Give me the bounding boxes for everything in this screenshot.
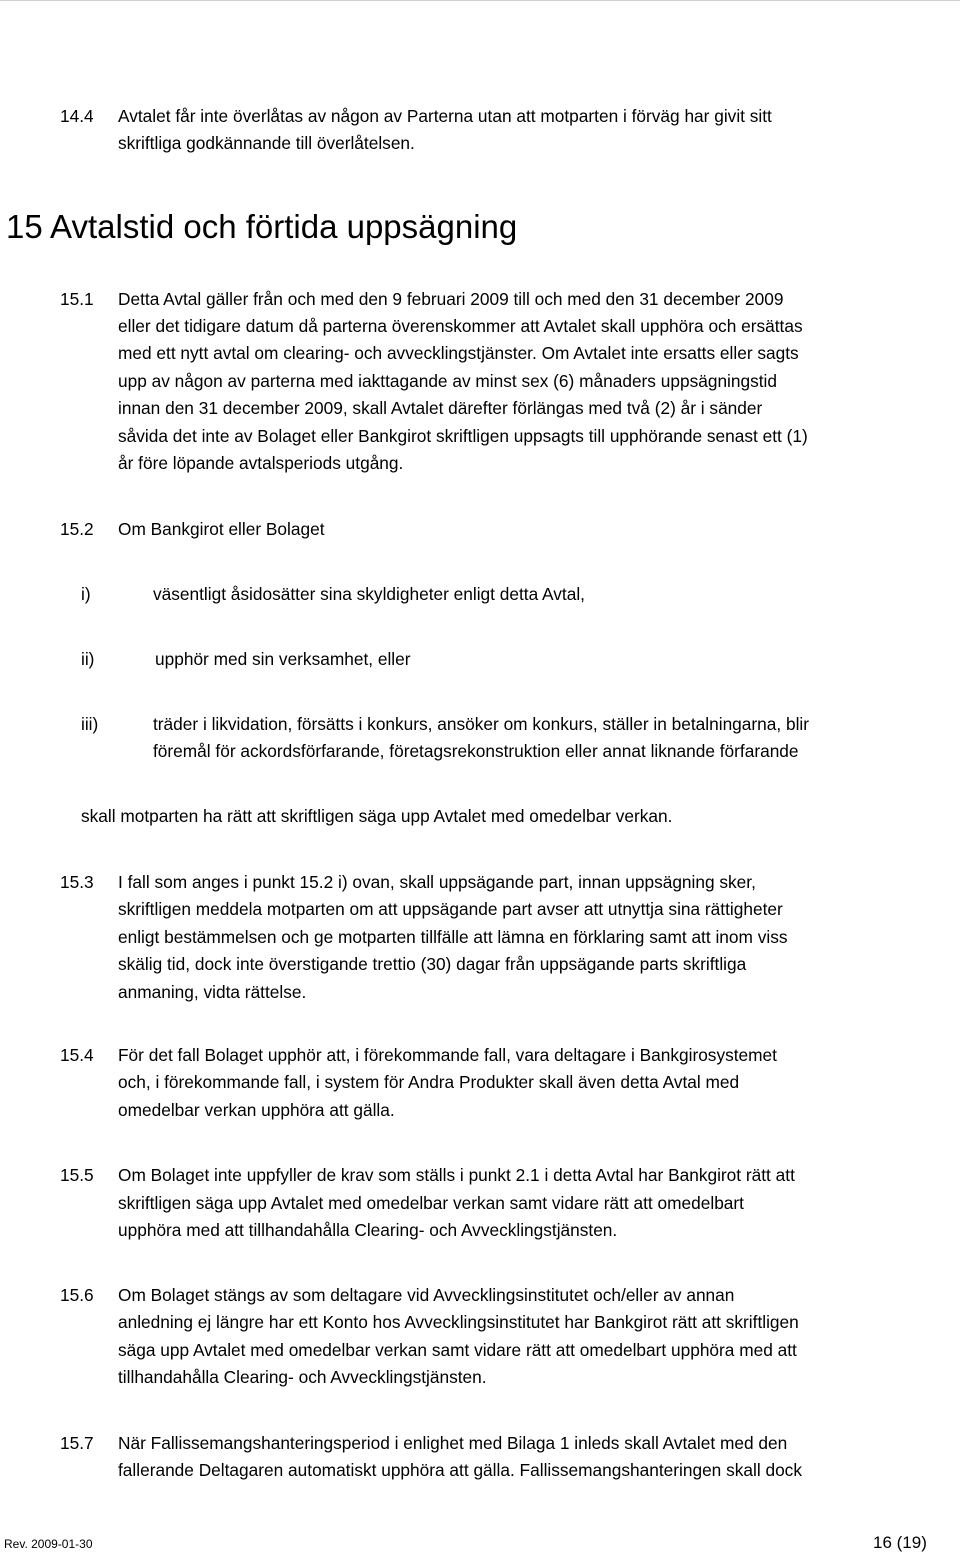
section-number: 15.3 <box>60 872 94 892</box>
section-number: 14.4 <box>60 106 94 126</box>
paragraph-line: enligt bestämmelsen och ge motparten tillfälle att lämna en förklaring samt att inom viss <box>118 927 788 947</box>
paragraph-line: Detta Avtal gäller från och med den 9 februari 2009 till och med den 31 december 2009 <box>118 289 784 309</box>
list-item-label: ii) <box>81 649 95 669</box>
paragraph-line: eller det tidigare datum då parterna överenskommer att Avtalet skall upphöra och ersättas <box>118 316 803 336</box>
paragraph-line: år före löpande avtalsperiods utgång. <box>118 453 404 473</box>
paragraph-line: såvida det inte av Bolaget eller Bankgirot skriftligen uppsagts till upphörande senast ett (1) <box>118 426 808 446</box>
paragraph-line: fallerande Deltagaren automatiskt upphöra att gälla. Fallissemangshanteringen skall dock <box>118 1460 802 1480</box>
paragraph-line: skriftligen säga upp Avtalet med omedelbar verkan samt vidare rätt att omedelbart <box>118 1193 744 1213</box>
paragraph-line: skriftliga godkännande till överlåtelsen. <box>118 133 415 153</box>
list-item-text: upphör med sin verksamhet, eller <box>155 649 411 669</box>
paragraph-line: anmaning, vidta rättelse. <box>118 982 307 1002</box>
page-top-border <box>0 0 960 1</box>
paragraph-line: anledning ej längre har ett Konto hos Avvecklingsinstitutet har Bankgirot rätt att skriftligen <box>118 1312 799 1332</box>
section-heading: 15 Avtalstid och förtida uppsägning <box>6 208 518 245</box>
paragraph-line: omedelbar verkan upphöra att gälla. <box>118 1100 395 1120</box>
section-number: 15.4 <box>60 1045 94 1065</box>
paragraph-line: skälig tid, dock inte överstigande trettio (30) dagar från uppsägande parts skriftliga <box>118 954 747 974</box>
paragraph-line: skall motparten ha rätt att skriftligen säga upp Avtalet med omedelbar verkan. <box>81 806 673 826</box>
paragraph-line: När Fallissemangshanteringsperiod i enlighet med Bilaga 1 inleds skall Avtalet med den <box>118 1433 788 1453</box>
section-number: 15.7 <box>60 1433 94 1453</box>
paragraph-line: Om Bolaget stängs av som deltagare vid Avvecklingsinstitutet och/eller av annan <box>118 1285 735 1305</box>
paragraph-line: skriftligen meddela motparten om att uppsägande part avser att utnyttja sina rättigheter <box>118 899 783 919</box>
paragraph-line: tillhandahålla Clearing- och Avvecklingstjänsten. <box>118 1367 487 1387</box>
paragraph-line: upphöra med att tillhandahålla Clearing- och Avvecklingstjänsten. <box>118 1220 618 1240</box>
paragraph-line: säga upp Avtalet med omedelbar verkan samt vidare rätt att omedelbart upphöra med att <box>118 1340 797 1360</box>
paragraph-line: I fall som anges i punkt 15.2 i) ovan, skall uppsägande part, innan uppsägning sker, <box>118 872 756 892</box>
section-number: 15.1 <box>60 289 94 309</box>
paragraph-line: Avtalet får inte överlåtas av någon av Parterna utan att motparten i förväg har givit sitt <box>118 106 772 126</box>
paragraph-line: innan den 31 december 2009, skall Avtalet därefter förlängas med två (2) år i sänder <box>118 398 763 418</box>
paragraph-line: och, i förekommande fall, i system för Andra Produkter skall även detta Avtal med <box>118 1072 740 1092</box>
list-item-text: föremål för ackordsförfarande, företagsrekonstruktion eller annat liknande förfarande <box>153 741 799 761</box>
list-item-label: iii) <box>81 714 99 734</box>
paragraph-line: upp av någon av parterna med iakttagande av minst sex (6) månaders uppsägningstid <box>118 371 778 391</box>
footer-revision: Rev. 2009-01-30 <box>4 1537 93 1551</box>
list-item-text: träder i likvidation, försätts i konkurs, ansöker om konkurs, ställer in betalningarna, blir <box>153 714 810 734</box>
section-number: 15.2 <box>60 519 94 539</box>
footer-page-number: 16 (19) <box>873 1533 927 1552</box>
paragraph-line: Om Bolaget inte uppfyller de krav som ställs i punkt 2.1 i detta Avtal har Bankgirot rätt att <box>118 1165 795 1185</box>
paragraph-line: med ett nytt avtal om clearing- och avvecklingstjänster. Om Avtalet inte ersatts eller sagts <box>118 343 799 363</box>
paragraph-line: För det fall Bolaget upphör att, i förekommande fall, vara deltagare i Bankgirosystemet <box>118 1045 777 1065</box>
section-number: 15.6 <box>60 1285 94 1305</box>
paragraph-line: Om Bankgirot eller Bolaget <box>118 519 325 539</box>
section-number: 15.5 <box>60 1165 94 1185</box>
list-item-text: väsentligt åsidosätter sina skyldigheter enligt detta Avtal, <box>153 584 585 604</box>
list-item-label: i) <box>81 584 91 604</box>
